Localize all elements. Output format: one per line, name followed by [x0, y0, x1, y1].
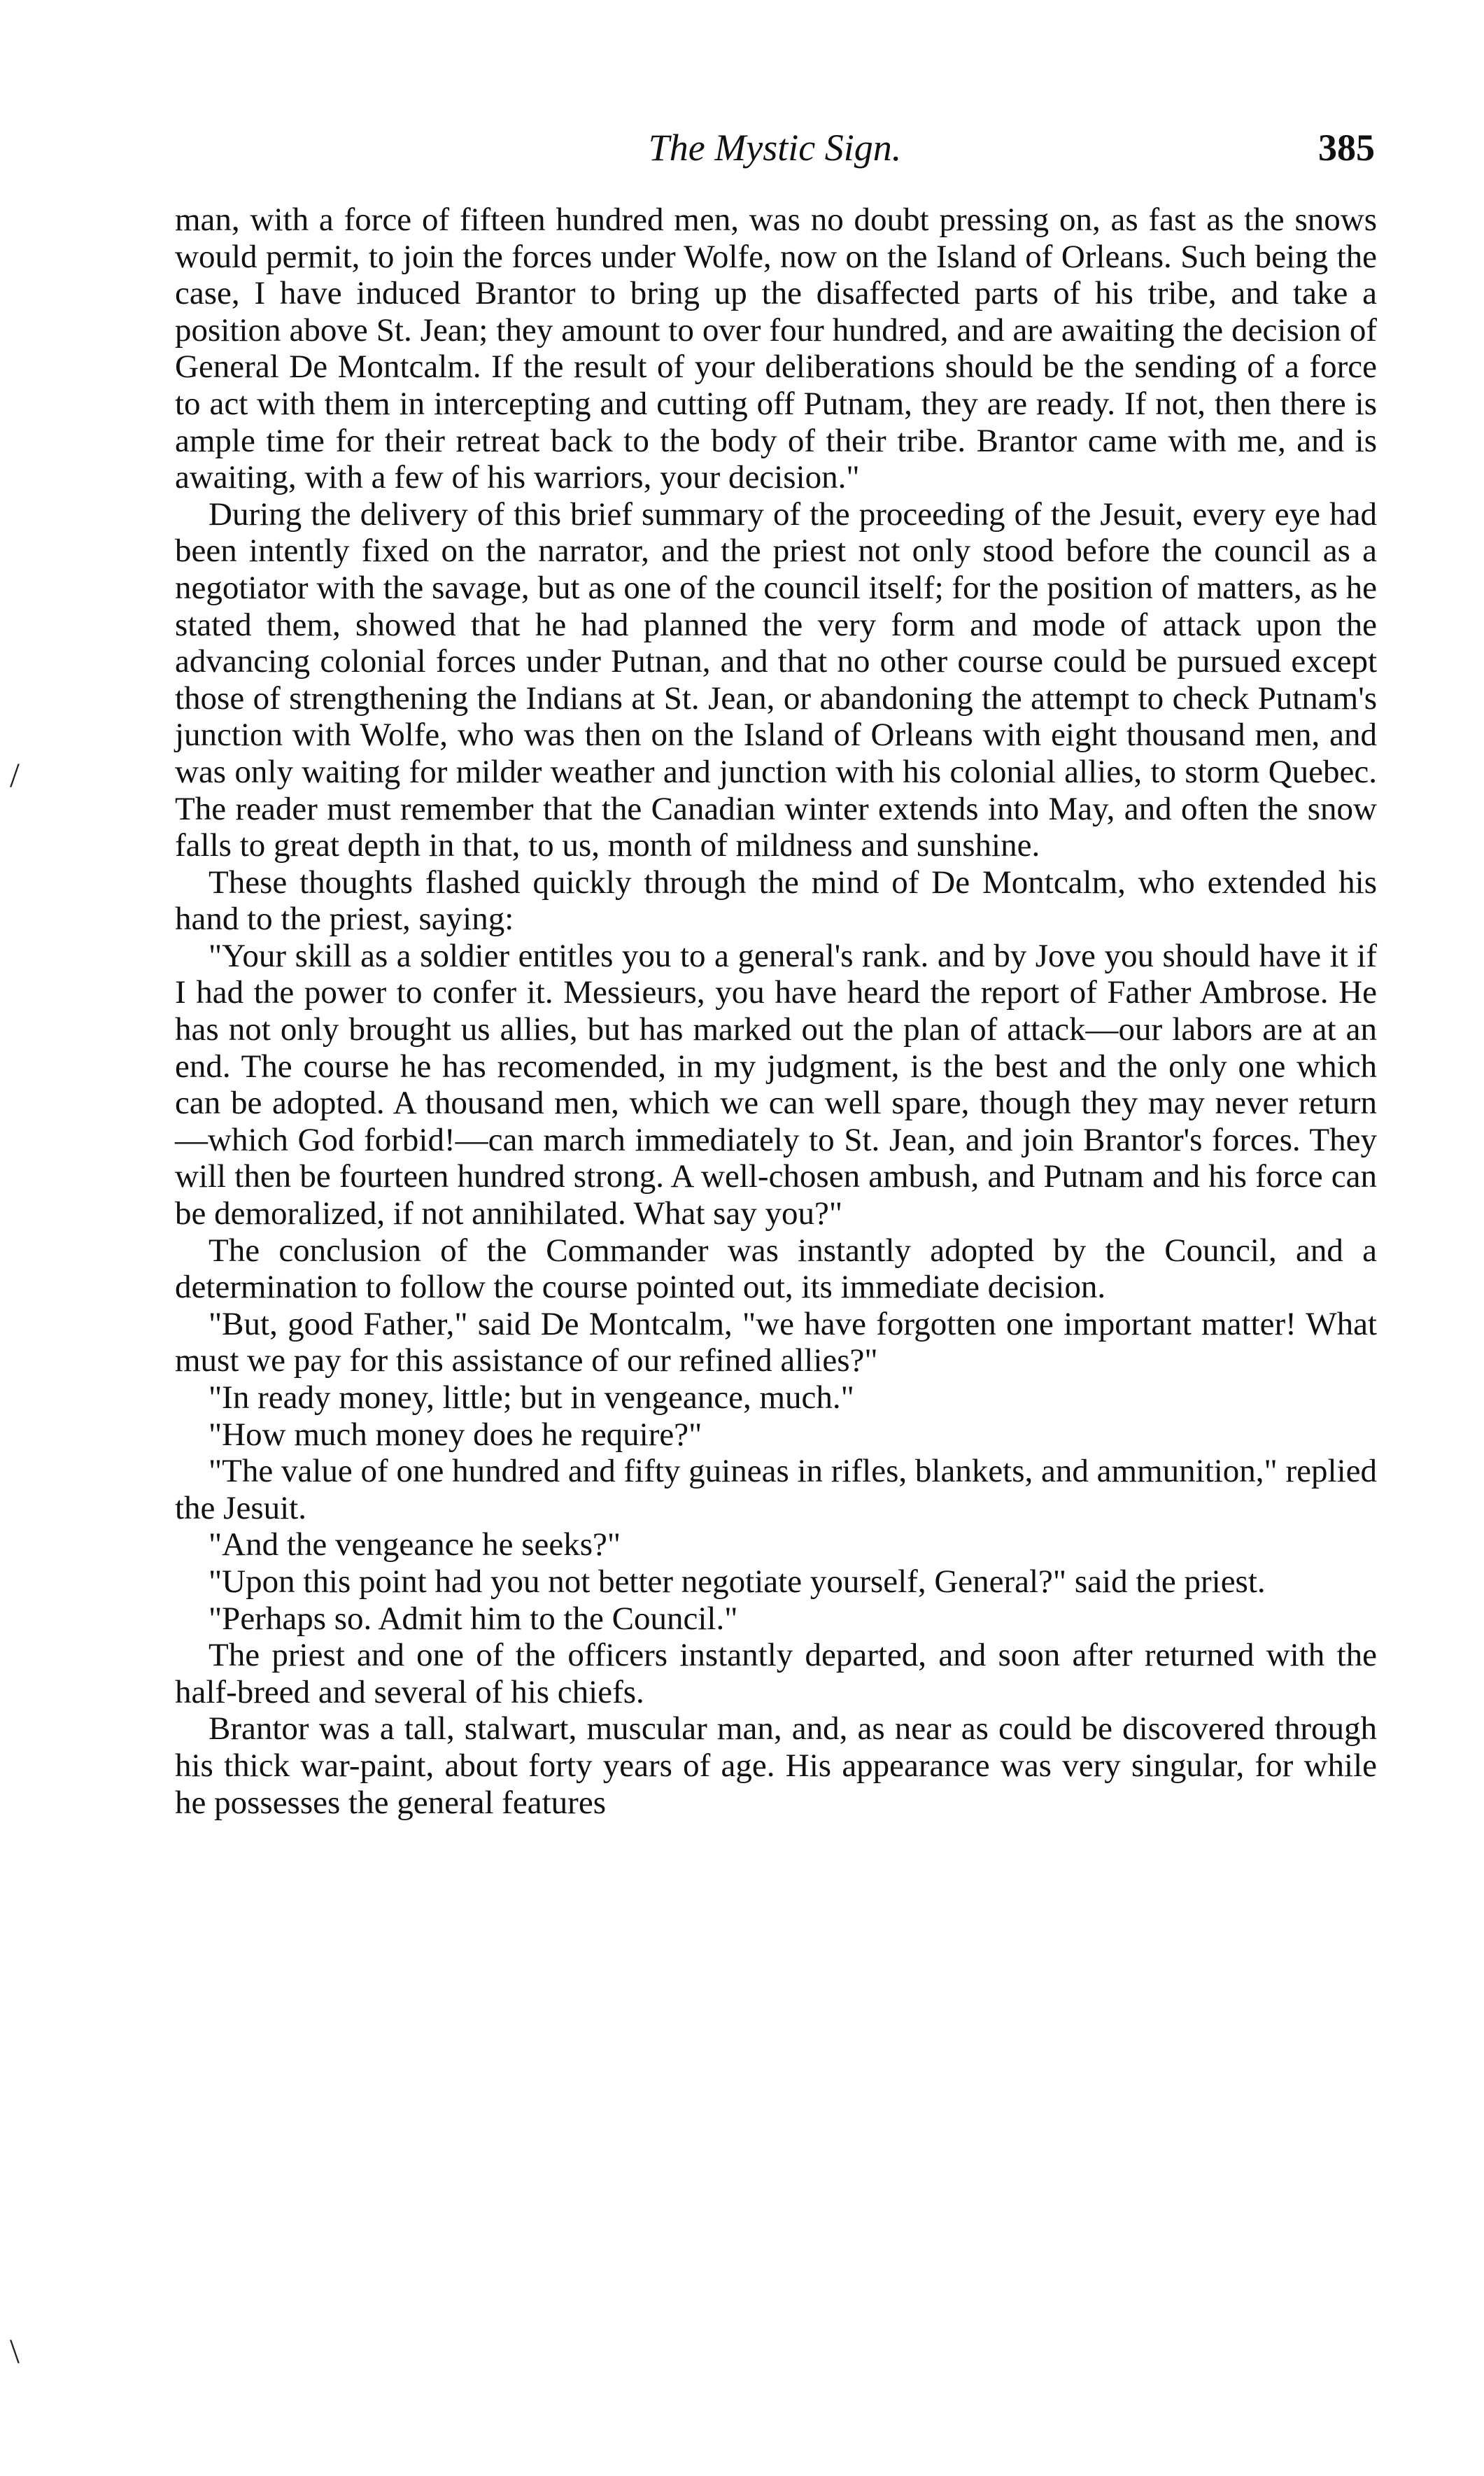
page-number: 385 [1318, 127, 1375, 169]
paragraph: "Upon this point had you not better negotiate yourself, General?" said the priest. [209, 1563, 1266, 1600]
paragraph: Brantor was a tall, stalwart, muscular man, and, as near as could be discovered through his thick war-paint, about forty years of age. His appearance was very singular, for while he possesses the general features [175, 1710, 1377, 1821]
running-title: The Mystic Sign. [648, 127, 902, 169]
margin-mark: / [10, 755, 20, 794]
paragraph: "How much money does he require?" [209, 1416, 702, 1453]
paragraph: These thoughts flashed quickly through the mind of De Montcalm, who extended his hand to the priest, saying: [175, 864, 1377, 938]
paragraph: "Perhaps so. Admit him to the Council." [209, 1600, 738, 1637]
paragraph: "But, good Father," said De Montcalm, "we have forgotten one important matter! What must we pay for this assistance of our refined allies?" [175, 1305, 1377, 1379]
paragraph: "The value of one hundred and fifty guineas in rifles, blankets, and ammunition," replied the Jesuit. [175, 1453, 1377, 1526]
paragraph: "And the vengeance he seeks?" [209, 1526, 621, 1563]
paragraph: During the delivery of this brief summary of the proceeding of the Jesuit, every eye had been intently fixed on the narrator, and the priest not only stood before the council as a negotiator with the savage, but as one of the council itself; for the position of matters, as he stated them, showed that he had planned the very form and mode of attack upon the advancing colonial forces under Putnan, and that no other course could be pursued except those of strengthening the Indians at St. Jean, or abandoning the attempt to check Putnam's junction with Wolfe, who was then on the Island of Orleans with eight thousand men, and was only waiting for milder weather and junction with his colonial allies, to storm Quebec. The reader must remember that the Canadian winter extends into May, and often the snow falls to great depth in that, to us, month of mildness and sunshine. [175, 495, 1377, 864]
paragraph: "Your skill as a soldier entitles you to a general's rank. and by Jove you should have it if I had the power to confer it. Messieurs, you have heard the report of Father Ambrose. He has not only brought us allies, but has marked out the plan of attack—our labors are at an end. The course he has recomended, in my judgment, is the best and the only one which can be adopted. A thousand men, which we can well spare, though they may never return—which God forbid!—can march immediately to St. Jean, and join Brantor's forces. They will then be fourteen hundred strong. A well-chosen ambush, and Putnam and his force can be demoralized, if not annihilated. What say you?" [175, 937, 1377, 1232]
paragraph: "In ready money, little; but in vengeance, much." [209, 1379, 854, 1416]
margin-mark: \ [10, 2331, 20, 2370]
paragraph: man, with a force of fifteen hundred men, was no doubt pressing on, as fast as the snows would permit, to join the forces under Wolfe, now on the Island of Orleans. Such being the case, I have induced Brantor to bring up the disaffected parts of his tribe, and take a position above St. Jean; they amount to over four hundred, and are awaiting the decision of General De Montcalm. If the result of your deliberations should be the sending of a force to act with them in intercepting and cutting off Putnam, they are ready. If not, then there is ample time for their retreat back to the body of their tribe. Brantor came with me, and is awaiting, with a few of his warriors, your decision." [175, 202, 1377, 496]
body-text [175, 202, 1377, 1821]
page-header [175, 123, 1375, 172]
paragraph: The priest and one of the officers instantly departed, and soon after returned with the half-breed and several of his chiefs. [175, 1637, 1377, 1710]
paragraph: The conclusion of the Commander was instantly adopted by the Council, and a determination to follow the course pointed out, its immediate decision. [175, 1232, 1377, 1306]
